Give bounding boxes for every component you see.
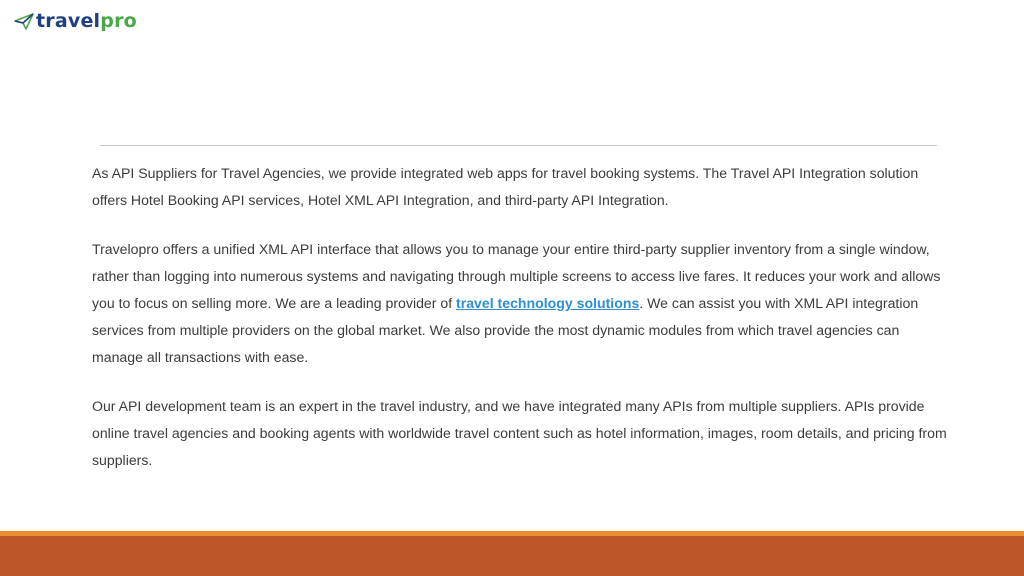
travelopro-logo (14, 8, 137, 34)
paper-plane-icon (14, 11, 34, 31)
footer-bar (0, 536, 1024, 576)
logo-text (36, 9, 137, 32)
paragraph-text: . We can assist you with XML API integration services from multiple providers on the global market. We also provide the most dynamic modules from which travel agencies can manage all transactions with ease. (92, 295, 919, 365)
logo-text-pro: pro (100, 9, 137, 32)
header-divider (100, 145, 937, 146)
paragraph-api-development-team: Our API development team is an expert in the travel industry, and we have integrated many APIs from multiple suppliers. APIs provide online travel agencies and booking agents with worldwide travel content such as hotel information, images, room details, and pricing from suppliers. (92, 398, 947, 468)
travel-technology-solutions-link[interactable]: travel technology solutions (456, 295, 640, 311)
paragraph-text: Travelopro offers a unified XML API interface that allows you to manage your entire third-party supplier inventory from a single window, rather than logging into numerous systems and navigating through multiple screens to access live fares. It reduces your work and allows you to focus on selling more. We are a leading provider of (92, 241, 941, 311)
paragraph-unified-xml-api (92, 236, 952, 371)
main-content (92, 160, 952, 496)
paragraph-api-suppliers: As API Suppliers for Travel Agencies, we provide integrated web apps for travel booking systems. The Travel API Integration solution offers Hotel Booking API services, Hotel XML API Integration, and third-party API Integration. (92, 165, 919, 208)
logo-text-travel: travel (36, 9, 101, 32)
